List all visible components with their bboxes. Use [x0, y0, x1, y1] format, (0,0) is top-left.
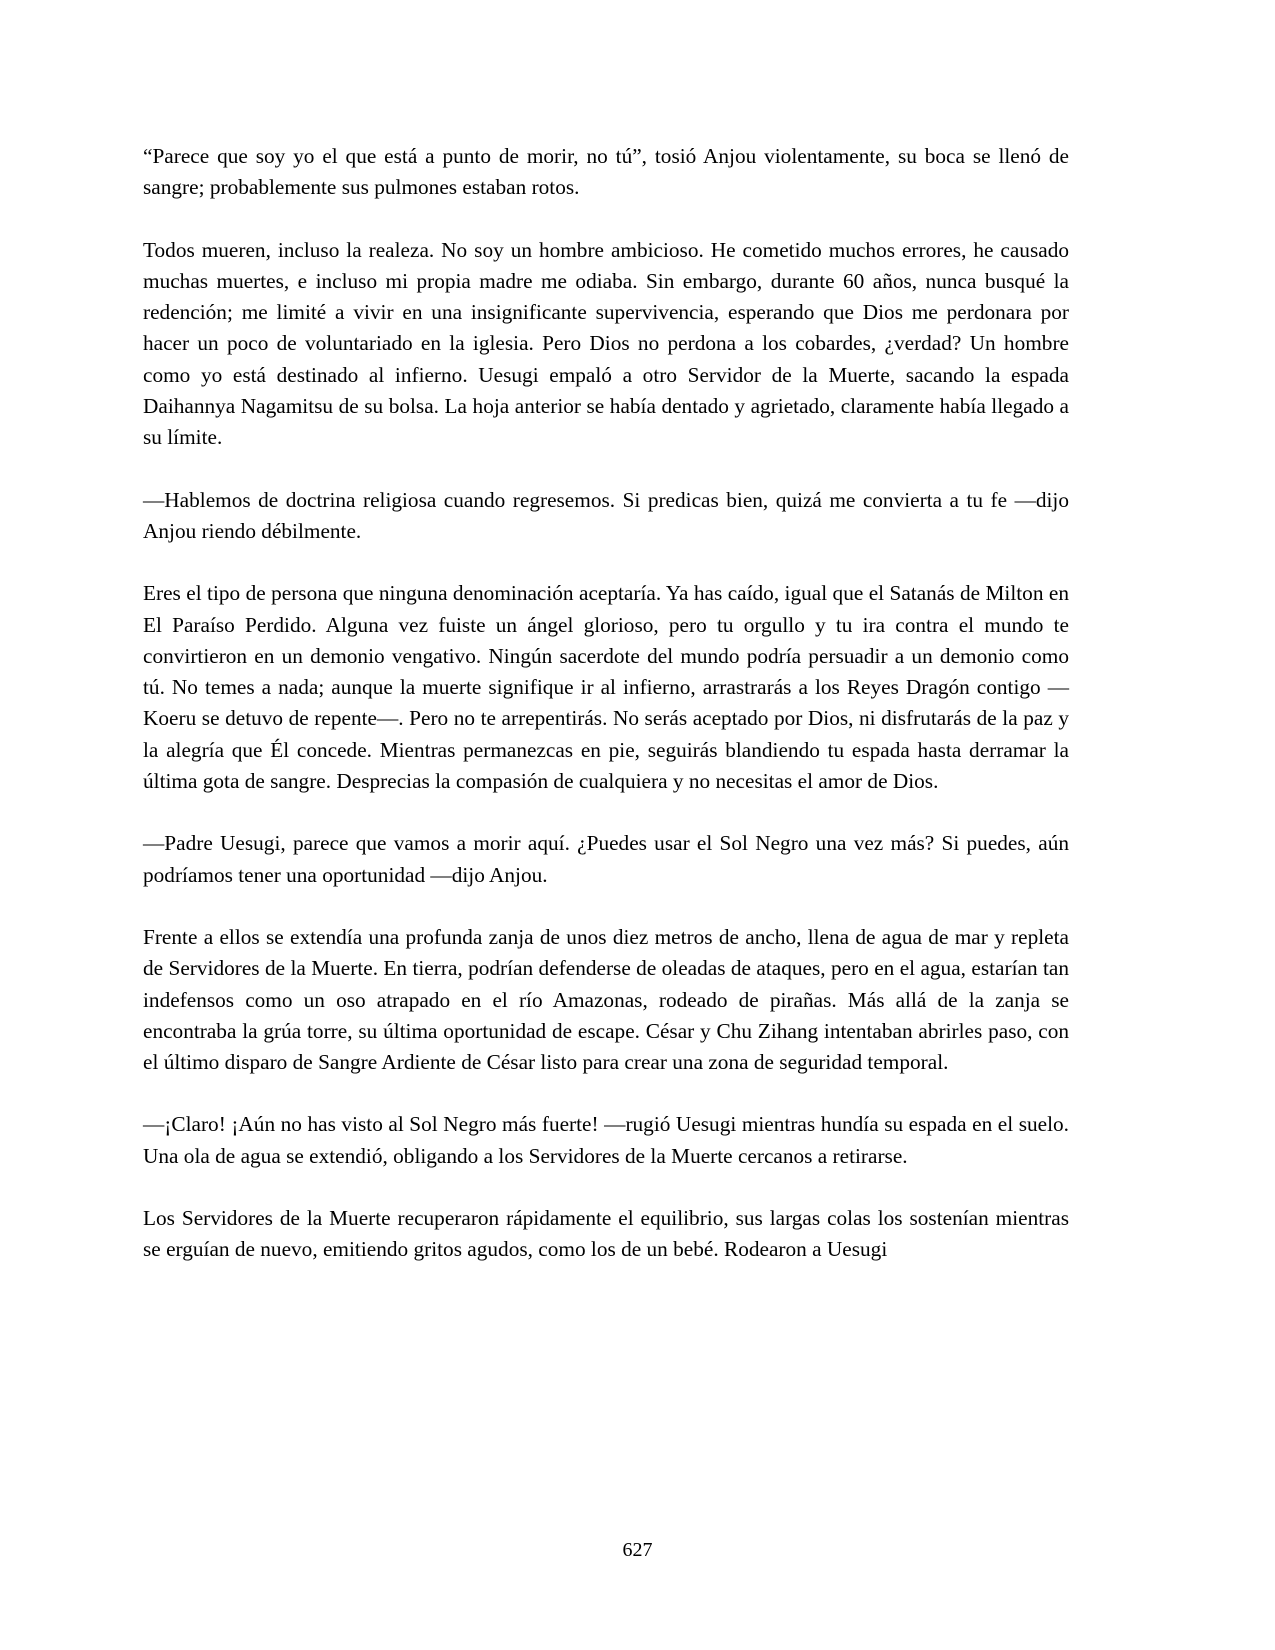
- paragraph-5: —Padre Uesugi, parece que vamos a morir aquí. ¿Puedes usar el Sol Negro una vez más? Si puedes, aún podríamos tener una oportunidad —dijo Anjou.: [143, 831, 1069, 887]
- page-number: 627: [622, 1539, 653, 1561]
- paragraph-2: Todos mueren, incluso la realeza. No soy un hombre ambicioso. He cometido muchos errores, he causado muchas muertes, e incluso mi propia madre me odiaba. Sin embargo, durante 60 años, nunca busqué la redención; me limité a vivir en una insignificante supervivencia, esperando que Dios me perdonara por hacer un poco de voluntariado en la iglesia. Pero Dios no perdona a los cobardes, ¿verdad? Un hombre como yo está destinado al infierno. Uesugi empaló a otro Servidor de la Muerte, sacando la espada Daihannya Nagamitsu de su bolsa. La hoja anterior se había dentado y agrietado, claramente había llegado a su límite.: [143, 237, 1069, 450]
- paragraph-4: Eres el tipo de persona que ninguna denominación aceptaría. Ya has caído, igual que el Satanás de Milton en El Paraíso Perdido. Alguna vez fuiste un ángel glorioso, pero tu orgullo y tu ira contra el mundo te convirtieron en un demonio vengativo. Ningún sacerdote del mundo podría persuadir a un demonio como tú. No temes a nada; aunque la muerte signifique ir al infierno, arrastrarás a los Reyes Dragón contigo —Koeru se detuvo de repente—. Pero no te arrepentirás. No serás aceptado por Dios, ni disfrutarás de la paz y la alegría que Él concede. Mientras permanezcas en pie, seguirás blandiendo tu espada hasta derramar la última gota de sangre. Desprecias la compasión de cualquiera y no necesitas el amor de Dios.: [143, 581, 1069, 794]
- paragraph-7: —¡Claro! ¡Aún no has visto al Sol Negro más fuerte! —rugió Uesugi mientras hundía su espada en el suelo. Una ola de agua se extendió, obligando a los Servidores de la Muerte cercanos a retirarse.: [143, 1112, 1069, 1168]
- paragraph-6: Frente a ellos se extendía una profunda zanja de unos diez metros de ancho, llena de agua de mar y repleta de Servidores de la Muerte. En tierra, podrían defenderse de oleadas de ataques, pero en el agua, estarían tan indefensos como un oso atrapado en el río Amazonas, rodeado de pirañas. Más allá de la zanja se encontraba la grúa torre, su última oportunidad de escape. César y Chu Zihang intentaban abrirles paso, con el último disparo de Sangre Ardiente de César listo para crear una zona de seguridad temporal.: [143, 924, 1069, 1075]
- paragraph-3: —Hablemos de doctrina religiosa cuando regresemos. Si predicas bien, quizá me convierta a tu fe —dijo Anjou riendo débilmente.: [143, 487, 1069, 543]
- body-text: [143, 141, 1069, 1297]
- paragraph-1: “Parece que soy yo el que está a punto de morir, no tú”, tosió Anjou violentamente, su boca se llenó de sangre; probablemente sus pulmones estaban rotos.: [143, 144, 1069, 200]
- paragraph-8: Los Servidores de la Muerte recuperaron rápidamente el equilibrio, sus largas colas los sostenían mientras se erguían de nuevo, emitiendo gritos agudos, como los de un bebé. Rodearon a Uesugi: [143, 1206, 1069, 1262]
